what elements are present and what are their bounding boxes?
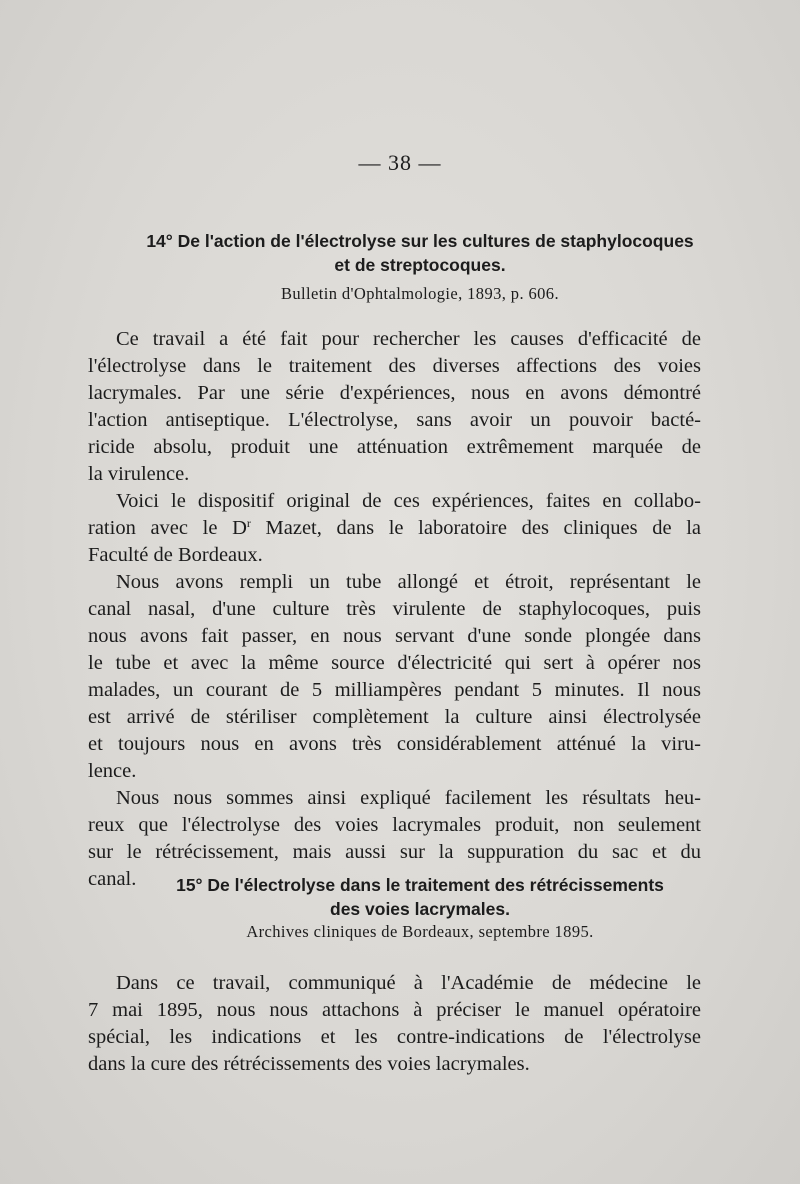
body-line: spécial, les indications et les contre-indications de l'électrolyse [88,1026,701,1048]
body-line: lence. [88,760,137,782]
body-line: Ce travail a été fait pour rechercher les causes d'efficacité de [116,328,701,350]
section-15-reference: Archives cliniques de Bordeaux, septembre 1895. [246,922,594,941]
section-14-body [88,326,701,893]
body-line: nous avons fait passer, en nous servant d'une sonde plongée dans [88,625,701,647]
body-line: la virulence. [88,463,190,485]
superscript: r [246,516,251,530]
body-line: Nous avons rempli un tube allongé et étroit, représentant le [116,571,701,593]
section-15-body [88,970,701,1078]
body-line: l'action antiseptique. L'électrolyse, sans avoir un pouvoir bacté- [88,409,701,431]
body-line: sur le rétrécissement, mais aussi sur la suppuration du sac et du [88,841,701,863]
body-text: Mazet, dans le laboratoire des cliniques de la [250,517,701,539]
section-14-heading-line2: et de streptocoques. [334,255,506,275]
body-line: Faculté de Bordeaux. [88,544,263,566]
page-number: — 38 — [358,150,442,175]
body-line: dans la cure des rétrécissements des voies lacrymales. [88,1053,530,1075]
body-line: Voici le dispositif original de ces expériences, faites en collabo- [116,490,701,512]
body-line: Nous nous sommes ainsi expliqué facilement les résultats heu- [116,787,701,809]
section-14-heading [80,229,760,277]
body-line: le tube et avec la même source d'électricité qui sert à opérer nos [88,652,701,674]
body-line: malades, un courant de 5 milliampères pendant 5 minutes. Il nous [88,679,701,701]
body-line: et toujours nous en avons très considérablement atténué la viru- [88,733,701,755]
section-14-reference: Bulletin d'Ophtalmologie, 1893, p. 606. [281,284,559,303]
section-15-heading-line1: 15° De l'électrolyse dans le traitement des rétrécissements [176,875,664,895]
body-line: l'électrolyse dans le traitement des diverses affections des voies [88,355,701,377]
body-line: canal nasal, d'une culture très virulente de staphylocoques, puis [88,598,701,620]
body-line: est arrivé de stériliser complètement la culture ainsi électrolysée [88,706,701,728]
body-line: Dans ce travail, communiqué à l'Académie de médecine le [116,972,701,994]
body-text: ration avec le D [88,517,247,539]
body-line: reux que l'électrolyse des voies lacrymales produit, non seulement [88,814,701,836]
section-14-heading-line1: 14° De l'action de l'électrolyse sur les cultures de staphylocoques [146,231,694,251]
body-line-with-superscript [88,515,701,542]
body-line: lacrymales. Par une série d'expériences, nous en avons démontré [88,382,701,404]
section-15-heading-line2: des voies lacrymales. [330,899,510,919]
body-line: 7 mai 1895, nous nous attachons à préciser le manuel opératoire [88,999,701,1021]
body-line: ricide absolu, produit une atténuation extrêmement marquée de [88,436,701,458]
section-15-heading [80,873,760,921]
body-line: canal. [88,868,137,890]
